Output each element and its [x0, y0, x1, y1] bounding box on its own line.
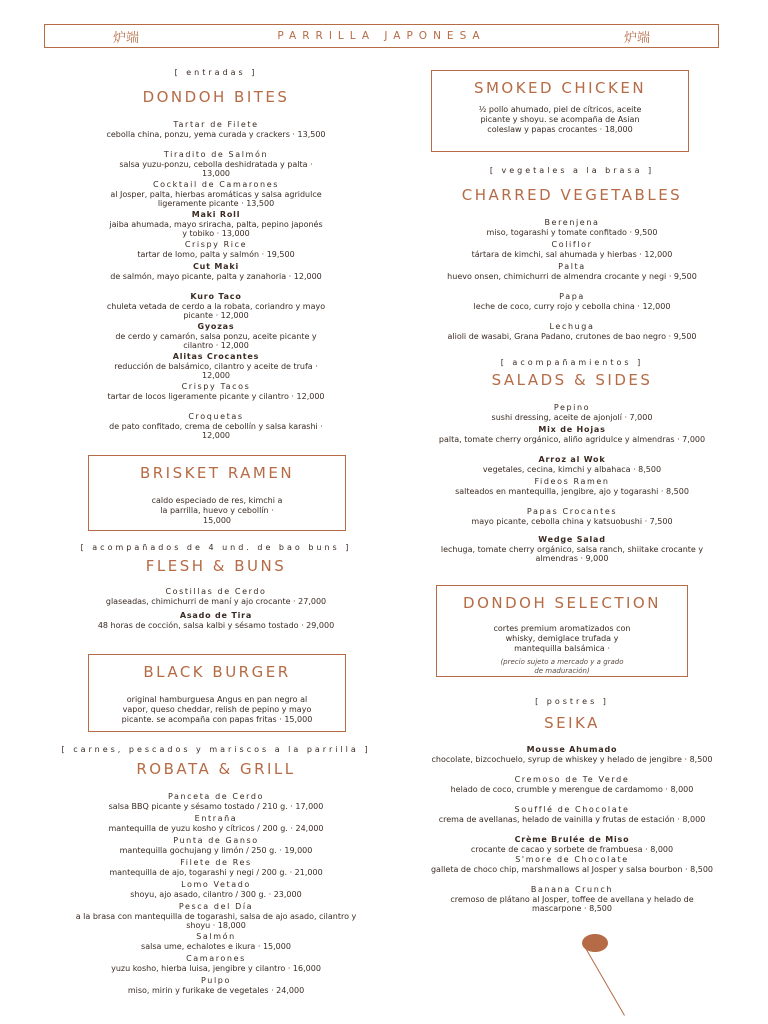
menu-item-desc: reducción de balsámico, cilantro y aceite de trufa · 12,000 [114, 361, 318, 381]
menu-item [46, 976, 386, 995]
menu-item-name: Mix de Hojas [538, 425, 606, 434]
menu-item-desc: sushi dressing, aceite de ajonjolí · 7,000 [491, 412, 653, 422]
menu-item-desc: de pato confitado, crema de cebollín y salsa karashi · 12,000 [109, 421, 323, 441]
menu-item-name: Pepino [553, 403, 591, 412]
menu-item-desc: salsa BBQ picante y sésamo tostado / 210 g. · 17,000 [108, 801, 324, 811]
salads-sides-title: SALADS & SIDES [491, 371, 653, 389]
menu-item-desc: mantequilla de yuzu kosho y cítricos / 200 g. · 24,000 [108, 823, 324, 833]
entradas-tag: [ entradas ] [174, 68, 258, 77]
menu-item-name: Coliflor [551, 240, 593, 249]
flesh-buns-title: FLESH & BUNS [145, 557, 287, 575]
menu-item-name: Papas Crocantes [526, 507, 618, 516]
dondoh-selection-note: (precio sujeto a mercado y a grado de maduración) [500, 658, 624, 675]
menu-item-desc: galleta de choco chip, marshmallows al Josper y salsa bourbon · 8,500 [430, 864, 714, 874]
dondoh-selection-title: DONDOH SELECTION [463, 594, 661, 612]
menu-item-desc: alioli de wasabi, Grana Padano, crutones de bao negro · 9,500 [447, 331, 697, 341]
menu-item-name: Lechuga [549, 322, 595, 331]
menu-item-desc: de salmón, mayo picante, palta y zanahoria · 12,000 [110, 271, 322, 281]
menu-item-name: Asado de Tira [179, 611, 253, 620]
menu-item-name: Punta de Ganso [173, 836, 259, 845]
menu-item [46, 836, 386, 855]
menu-item-desc: tártara de kimchi, sal ahumada y hierbas · 12,000 [471, 249, 673, 259]
menu-item-desc: huevo onsen, chimichurri de almendra crocante y negi · 9,500 [447, 271, 697, 281]
menu-item [422, 218, 722, 237]
menu-item-name: Papa [559, 292, 585, 301]
menu-item [422, 885, 722, 914]
menu-item-desc: mantequilla gochujang y limón / 250 g. · 19,000 [119, 845, 313, 855]
seika-title: SEIKA [544, 714, 600, 732]
menu-item-name: Kuro Taco [190, 292, 242, 301]
menu-item [422, 477, 722, 496]
menu-item-desc: salteados en mantequilla, jengibre, ajo y togarashi · 8,500 [455, 486, 689, 496]
menu-item-name: Camarones [186, 954, 246, 963]
black-burger-desc: original hamburguesa Angus en pan negro al vapor, queso cheddar, relish de pepino y mayo picante. se acompaña con papas fritas · 15,000 [121, 695, 313, 724]
menu-item-name: Cocktail de Camarones [152, 180, 280, 189]
menu-item-name: Soufflé de Chocolate [514, 805, 630, 814]
menu-item [46, 814, 386, 833]
menu-item [46, 611, 386, 630]
smoked-chicken-title: SMOKED CHICKEN [473, 79, 647, 97]
menu-item-name: Tartar de Filete [173, 120, 259, 129]
menu-item [422, 835, 722, 854]
brisket-ramen-box [88, 455, 346, 531]
menu-item-name: Cut Maki [193, 262, 239, 271]
menu-item [46, 292, 386, 321]
menu-item [422, 292, 722, 311]
black-burger-box [88, 654, 346, 732]
menu-item [46, 322, 386, 351]
header-title: PARRILLA JAPONESA [277, 30, 486, 42]
header-kanji-left: 炉端 [113, 30, 140, 46]
menu-item [46, 587, 386, 606]
menu-item-desc: miso, mirin y furikake de vegetales · 24,000 [127, 985, 305, 995]
menu-item-name: Crème Brulée de Miso [514, 835, 630, 844]
menu-item-desc: 48 horas de cocción, salsa kalbi y sésamo tostado · 29,000 [97, 620, 335, 630]
menu-item-name: Salmón [196, 932, 236, 941]
menu-item-name: Banana Crunch [530, 885, 614, 894]
dondoh-bites-title: DONDOH BITES [142, 88, 290, 106]
menu-item [422, 455, 722, 474]
menu-item [46, 180, 386, 209]
menu-item-name: Panceta de Cerdo [167, 792, 265, 801]
menu-item-desc: mayo picante, cebolla china y katsuobushi · 7,500 [471, 516, 673, 526]
menu-item-desc: crema de avellanas, helado de vainilla y frutas de estación · 8,000 [438, 814, 706, 824]
menu-item-desc: tartar de lomo, palta y salmón · 19,500 [137, 249, 295, 259]
menu-item-name: Entraña [194, 814, 238, 823]
vegetables-tag: [ vegetales a la brasa ] [489, 166, 655, 175]
decorative-line [585, 948, 625, 1016]
brisket-ramen-title: BRISKET RAMEN [139, 464, 295, 482]
menu-item [46, 262, 386, 281]
menu-item-desc: helado de coco, crumble y merengue de cardamomo · 8,000 [450, 784, 694, 794]
menu-item-name: Filete de Res [180, 858, 252, 867]
menu-item [46, 382, 386, 401]
menu-item-desc: miso, togarashi y tomate confitado · 9,500 [486, 227, 658, 237]
smoked-chicken-desc: ½ pollo ahumado, piel de cítricos, aceite picante y shoyu. se acompaña de Asian coleslaw y papas crocantes · 18,000 [478, 105, 642, 134]
menu-item-name: Crispy Rice [184, 240, 248, 249]
menu-item [422, 240, 722, 259]
menu-item-desc: salsa yuzu-ponzu, cebolla deshidratada y palta · 13,000 [119, 159, 313, 179]
menu-item-desc: palta, tomate cherry orgánico, aliño agridulce y almendras · 7,000 [438, 434, 706, 444]
postres-tag: [ postres ] [535, 697, 609, 706]
smoked-chicken-box [431, 70, 689, 152]
menu-item [46, 880, 386, 899]
menu-item-name: Gyozas [197, 322, 235, 331]
menu-item [422, 403, 722, 422]
menu-item [422, 745, 722, 764]
menu-item [46, 954, 386, 973]
menu-item-desc: chuleta vetada de cerdo a la robata, coriandro y mayo picante · 12,000 [106, 301, 326, 321]
menu-item-name: Arroz al Wok [538, 455, 606, 464]
sides-tag: [ acompañamientos ] [500, 358, 644, 367]
menu-item-desc: chocolate, bizcochuelo, syrup de whiskey y helado de jengibre · 8,500 [431, 754, 713, 764]
menu-item-desc: shoyu, ajo asado, cilantro / 300 g. · 23,000 [130, 889, 302, 899]
menu-item-name: Lomo Vetado [181, 880, 251, 889]
menu-item-desc: vegetales, cecina, kimchi y albahaca · 8,500 [482, 464, 662, 474]
menu-item-desc: leche de coco, curry rojo y cebolla china · 12,000 [473, 301, 671, 311]
menu-item-desc: al Josper, palta, hierbas aromáticas y salsa agridulce ligeramente picante · 13,500 [110, 189, 322, 209]
menu-item-name: Crispy Tacos [181, 382, 251, 391]
menu-item [422, 262, 722, 281]
menu-item-name: Pulpo [201, 976, 231, 985]
black-burger-title: BLACK BURGER [143, 663, 291, 681]
menu-item-name: Palta [558, 262, 586, 271]
menu-item-name: Pesca del Día [178, 902, 254, 911]
menu-item [422, 775, 722, 794]
menu-item [46, 210, 386, 239]
menu-item-name: Costillas de Cerdo [165, 587, 267, 596]
menu-item [46, 240, 386, 259]
menu-item-name: Fideos Ramen [534, 477, 610, 486]
menu-item [46, 120, 386, 139]
menu-item [46, 858, 386, 877]
menu-item-desc: jaiba ahumada, mayo sriracha, palta, pepino japonés y tobiko · 13,000 [109, 219, 323, 239]
menu-item [422, 322, 722, 341]
menu-item [422, 425, 722, 444]
robata-grill-title: ROBATA & GRILL [136, 760, 296, 778]
charred-vegetables-title: CHARRED VEGETABLES [461, 186, 683, 204]
menu-item-desc: crocante de cacao y sorbete de frambuesa · 8,000 [470, 844, 674, 854]
menu-item-name: S'more de Chocolate [515, 855, 629, 864]
menu-item-desc: yuzu kosho, hierba luisa, jengibre y cilantro · 16,000 [111, 963, 321, 973]
menu-item-desc: lechuga, tomate cherry orgánico, salsa ranch, shiitake crocante y almendras · 9,000 [440, 544, 704, 564]
menu-item-name: Cremoso de Te Verde [514, 775, 630, 784]
buns-tag: [ acompañados de 4 und. de bao buns ] [80, 543, 352, 552]
menu-item [46, 902, 386, 931]
menu-item [422, 507, 722, 526]
menu-item-name: Wedge Salad [538, 535, 606, 544]
menu-item-name: Maki Roll [191, 210, 241, 219]
menu-item [46, 150, 386, 179]
header-kanji-right: 炉端 [623, 30, 650, 46]
menu-item-desc: mantequilla de ajo, togarashi y negi / 200 g. · 21,000 [109, 867, 323, 877]
menu-item-desc: de cerdo y camarón, salsa ponzu, aceite picante y cilantro · 12,000 [115, 331, 317, 351]
menu-item [46, 352, 386, 381]
robata-tag: [ carnes, pescados y mariscos a la parrilla ] [61, 745, 371, 754]
menu-item-name: Croquetas [188, 412, 244, 421]
menu-item-name: Tiradito de Salmón [163, 150, 269, 159]
menu-item-desc: cremoso de plátano al Josper, toffee de avellana y helado de mascarpone · 8,500 [450, 894, 694, 914]
dondoh-selection-desc: cortes premium aromatizados con whisky, demiglace trufada y mantequilla balsámica · [493, 624, 631, 653]
header-bar [44, 24, 719, 48]
menu-item-desc: cebolla china, ponzu, yema curada y crackers · 13,500 [106, 129, 326, 139]
menu-item-desc: glaseadas, chimichurri de maní y ajo crocante · 27,000 [105, 596, 327, 606]
menu-item [46, 792, 386, 811]
menu-item-desc: tartar de locos ligeramente picante y cilantro · 12,000 [107, 391, 325, 401]
menu-item [46, 412, 386, 441]
menu-item-name: Mousse Ahumado [526, 745, 618, 754]
menu-item [422, 855, 722, 874]
menu-item-name: Alitas Crocantes [172, 352, 260, 361]
brisket-ramen-desc: caldo especiado de res, kimchi a la parrilla, huevo y cebollín · 15,000 [151, 496, 283, 525]
menu-item-desc: salsa ume, echalotes e ikura · 15,000 [141, 941, 291, 951]
menu-item-desc: a la brasa con mantequilla de togarashi, salsa de ajo asado, cilantro y shoyu · 18,000 [75, 911, 357, 931]
menu-item [422, 805, 722, 824]
menu-item [46, 932, 386, 951]
menu-item [422, 535, 722, 564]
dondoh-selection-box [436, 585, 688, 677]
menu-item-name: Berenjena [544, 218, 600, 227]
